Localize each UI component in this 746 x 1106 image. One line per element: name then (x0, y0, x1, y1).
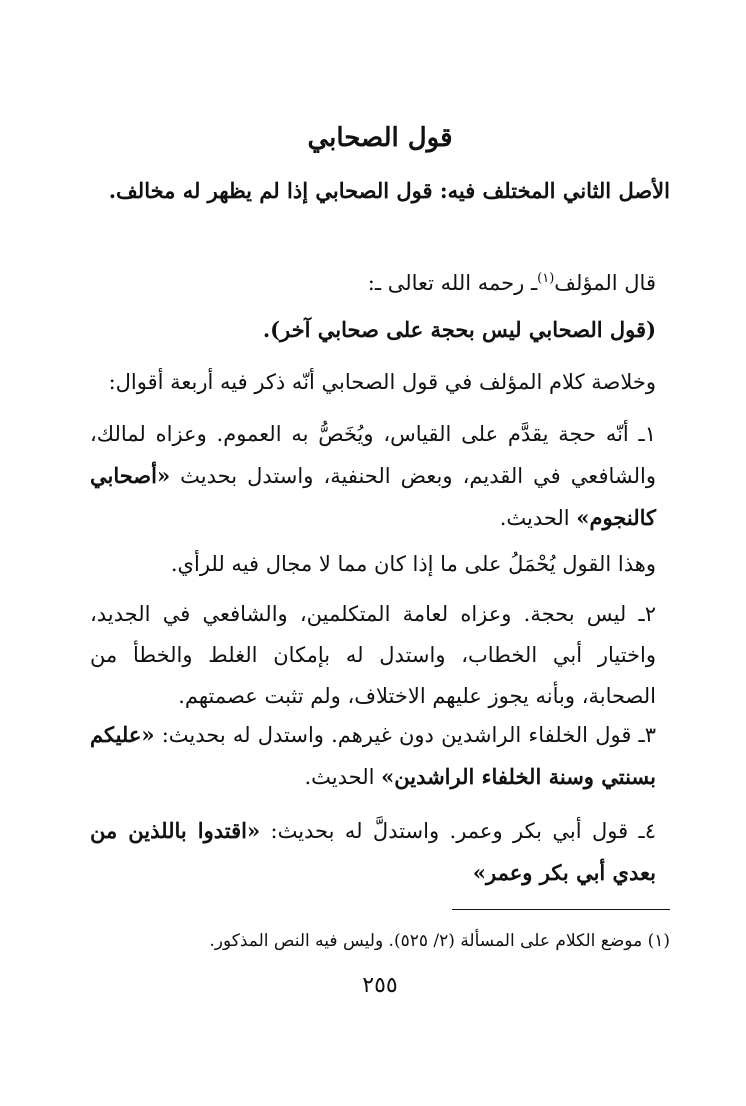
note-paragraph: وهذا القول يُحْمَلُ على ما إذا كان مما لا مجال فيه للرأي. (170, 552, 656, 576)
item1-text: ١ـ أنّه حجة يقدَّم على القياس، ويُخَصُّ به العموم. وعزاه لمالك، والشافعي في القديم، وبعض الحنفية، واستدل بحديث (90, 422, 656, 488)
item4-hadith: «اقتدوا باللذين من بعدي أبي بكر وعمر» (90, 818, 656, 885)
summary-paragraph: وخلاصة كلام المؤلف في قول الصحابي أنّه ذكر فيه أربعة أقوال: (108, 370, 656, 394)
item3-text: ٣ـ قول الخلفاء الراشدين دون غيرهم. واستدل له بحديث: (154, 723, 656, 747)
footnote: (١) موضع الكلام على المسألة (٢/ ٥٢٥). وليس فيه النص المذكور. (209, 931, 670, 951)
item4-text: ٤ـ قول أبي بكر وعمر. واستدلَّ له بحديث: (260, 819, 656, 843)
list-item-2: ٢ـ ليس بحجة. وعزاه لعامة المتكلمين، والشافعي في الجديد، واختيار أبي الخطاب، واستدل له بإمكان الغلط والخطأ من الصحابة، وبأنه يجوز عليهم الاختلاف، ولم تثبت عصمتهم. (90, 602, 656, 708)
author-quote: (قول الصحابي ليس بحجة على صحابي آخر). (262, 317, 656, 342)
page-title: قول الصحابي (307, 123, 453, 153)
footnote-divider (452, 909, 670, 910)
item1-after: الحديث. (499, 506, 577, 530)
author-intro-after: ـ رحمه الله تعالى ـ: (367, 271, 538, 295)
list-item-4 (90, 810, 670, 894)
author-intro-before: قال المؤلف (554, 271, 656, 295)
item1-hadith: «أصحابي كالنجوم» (90, 463, 656, 530)
list-item-3 (90, 714, 670, 798)
item3-after: الحديث. (304, 765, 382, 789)
author-intro (90, 258, 670, 304)
list-item-1 (90, 414, 670, 539)
item3-hadith: «عليكم بسنتي وسنة الخلفاء الراشدين» (90, 722, 656, 789)
document-page (90, 0, 670, 1106)
page-number: ٢٥٥ (362, 973, 398, 998)
principle-paragraph: الأصل الثاني المختلف فيه: قول الصحابي إذا لم يظهر له مخالف. (108, 178, 670, 203)
footnote-ref: (١) (537, 271, 555, 286)
